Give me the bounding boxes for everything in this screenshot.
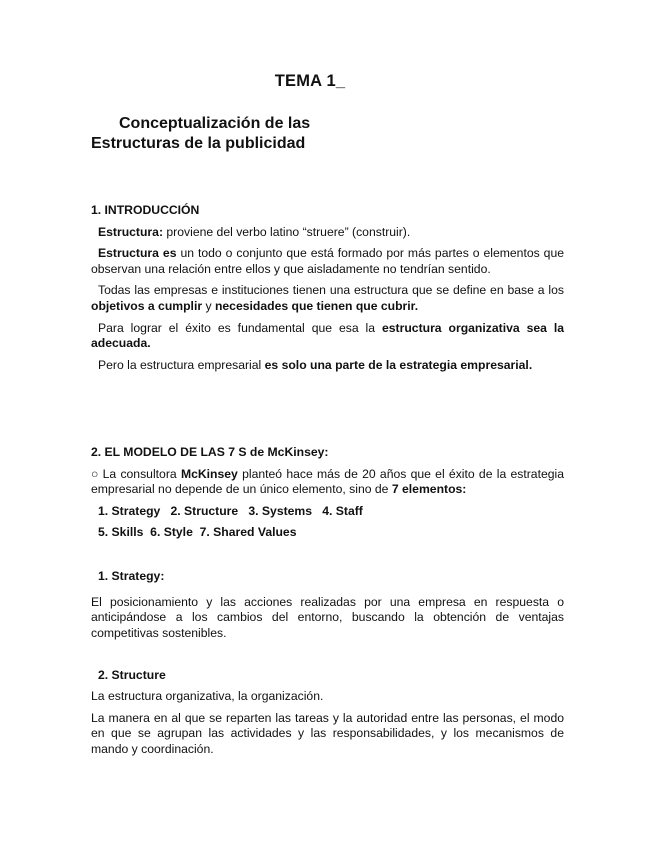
intro-p1-bold: Estructura: — [98, 224, 164, 239]
intro-p2-bold: Estructura es — [98, 246, 177, 261]
subtitle-line-2: Estructuras de la publicidad — [91, 135, 306, 152]
strategy-heading: 1. Strategy: — [98, 568, 165, 583]
intro-p5-bold: es solo una parte de la estrategia empresarial. — [264, 357, 533, 372]
section-2-heading: 2. EL MODELO DE LAS 7 S de McKinsey: — [91, 445, 329, 459]
intro-p5-text: Pero la estructura empresarial — [98, 357, 265, 372]
intro-paragraph-1 — [91, 225, 564, 241]
intro-p3-text-a: Todas las empresas e instituciones tienen una estructura que se define en base a los — [98, 283, 564, 298]
intro-p3-text-b: y — [202, 298, 215, 313]
seven-s-list-line-2: 5. Skills 6. Style 7. Shared Values — [98, 525, 297, 540]
section-1-heading: 1. INTRODUCCIÓN — [91, 203, 200, 217]
intro-paragraph-3 — [91, 283, 564, 314]
seven-s-list-line-1: 1. Strategy 2. Structure 3. Systems 4. Staff — [98, 503, 363, 518]
section-introduccion — [91, 203, 564, 373]
subtitle-line-1: Conceptualización de las — [119, 115, 311, 132]
mckinsey-p1-bold-b: 7 elementos: — [391, 482, 467, 497]
structure-paragraph-1: La estructura organizativa, la organización. — [91, 688, 324, 703]
section-mckinsey — [91, 445, 564, 757]
intro-p3-bold-a: objetivos a cumplir — [91, 298, 203, 313]
structure-paragraph-2: La manera en al que se reparten las tareas y la autoridad entre las personas, el modo en que se agrupan las actividades y las responsabilidades, y los mecanismos de mando y coordinación. — [91, 710, 564, 756]
structure-heading: 2. Structure — [98, 668, 166, 683]
intro-p3-bold-b: necesidades que tienen que cubrir. — [214, 298, 419, 313]
intro-paragraph-4 — [91, 321, 564, 352]
mckinsey-p1-bold-a: McKinsey — [180, 466, 238, 481]
intro-paragraph-2 — [91, 246, 564, 277]
document-title: TEMA 1_ — [274, 72, 346, 90]
intro-p1-text: proviene del verbo latino “struere” (construir). — [163, 224, 411, 239]
strategy-paragraph: El posicionamiento y las acciones realizadas por una empresa en respuesta o anticipándose a los cambios del entorno, buscando la obtención de ventajas competitivas sostenibles. — [91, 594, 564, 640]
mckinsey-p1-text-b: planteó hace más de 20 años que el éxito de la estrategia empresarial no depende de un único elemento, sino de — [91, 466, 564, 497]
intro-p4-text: Para lograr el éxito es fundamental que esa la — [98, 320, 382, 335]
intro-p4-bold: estructura organizativa sea la adecuada. — [91, 320, 565, 351]
intro-p2-text: un todo o conjunto que está formado por más partes o elementos que observan una relación entre ellos y que aisladamente no tendrían sentido. — [91, 246, 564, 276]
document-subtitle — [91, 114, 371, 154]
mckinsey-paragraph — [91, 467, 564, 498]
intro-paragraph-5 — [91, 358, 564, 374]
circle-bullet-icon: ○ — [91, 466, 99, 481]
mckinsey-p1-text-a: La consultora — [98, 466, 181, 481]
